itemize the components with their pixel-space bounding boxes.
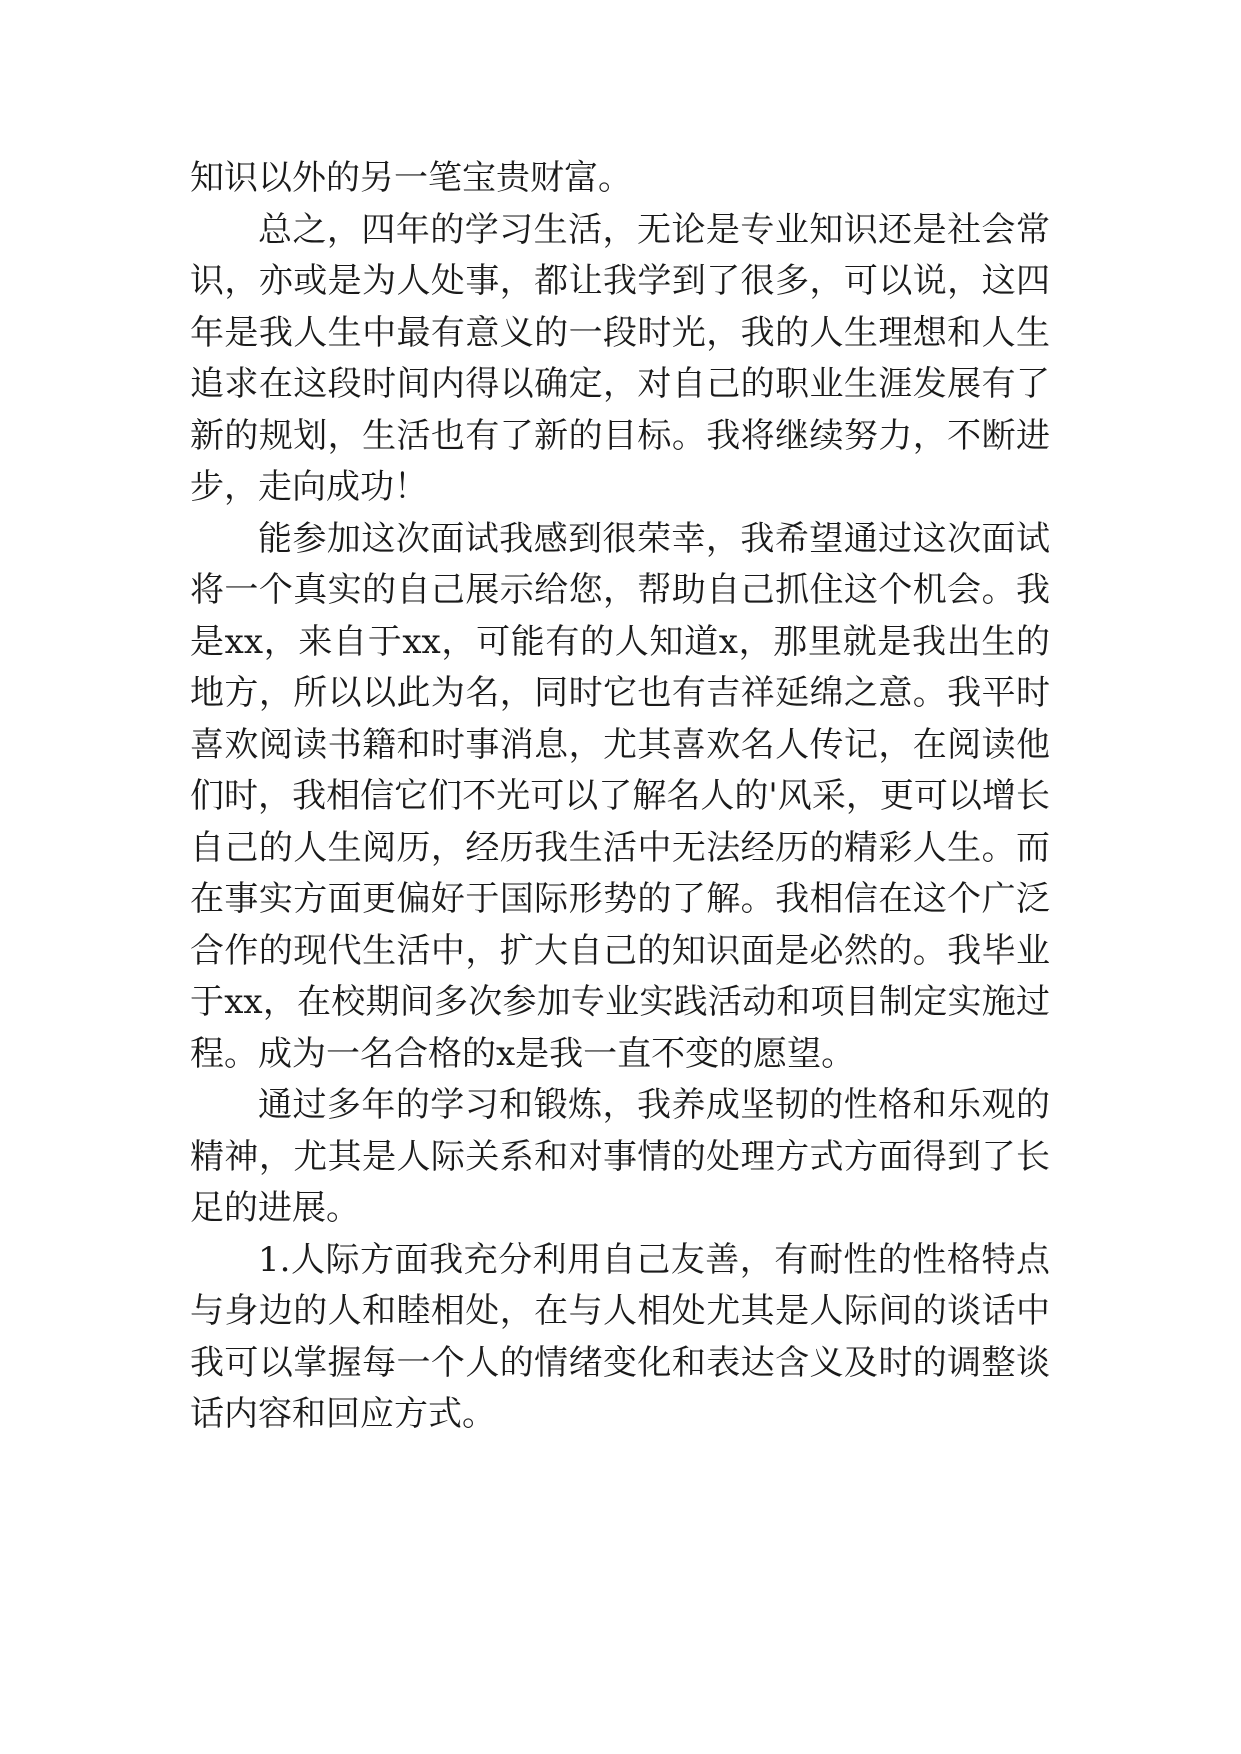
- document-body: [190, 153, 1050, 1441]
- paragraph-interpersonal: 1.人际方面我充分利用自己友善，有耐性的性格特点与身边的人和睦相处，在与人相处尤其是人际间的谈话中我可以掌握每一个人的情绪变化和表达含义及时的调整谈话内容和回应方式。: [190, 1239, 1050, 1434]
- paragraph-continuation: 知识以外的另一笔宝贵财富。: [190, 158, 632, 198]
- paragraph-character: 通过多年的学习和锻炼，我养成坚韧的性格和乐观的精神，尤其是人际关系和对事情的处理方式方面得到了长足的进展。: [190, 1085, 1050, 1228]
- paragraph-summary: 总之，四年的学习生活，无论是专业知识还是社会常识，亦或是为人处事，都让我学到了很多，可以说，这四年是我人生中最有意义的一段时光，我的人生理想和人生追求在这段时间内得以确定，对自己的职业生涯发展有了新的规划，生活也有了新的目标。我将继续努力，不断进步，走向成功！: [190, 209, 1050, 507]
- paragraph-self-introduction: 能参加这次面试我感到很荣幸，我希望通过这次面试将一个真实的自己展示给您，帮助自己抓住这个机会。我是xx，来自于xx，可能有的人知道x，那里就是我出生的地方，所以以此为名，同时它也有吉祥延绵之意。我平时喜欢阅读书籍和时事消息，尤其喜欢名人传记，在阅读他们时，我相信它们不光可以了解名人的'风采，更可以增长自己的人生阅历，经历我生活中无法经历的精彩人生。而在事实方面更偏好于国际形势的了解。我相信在这个广泛合作的现代生活中，扩大自己的知识面是必然的。我毕业于xx，在校期间多次参加专业实践活动和项目制定实施过程。成为一名合格的x是我一直不变的愿望。: [190, 518, 1050, 1074]
